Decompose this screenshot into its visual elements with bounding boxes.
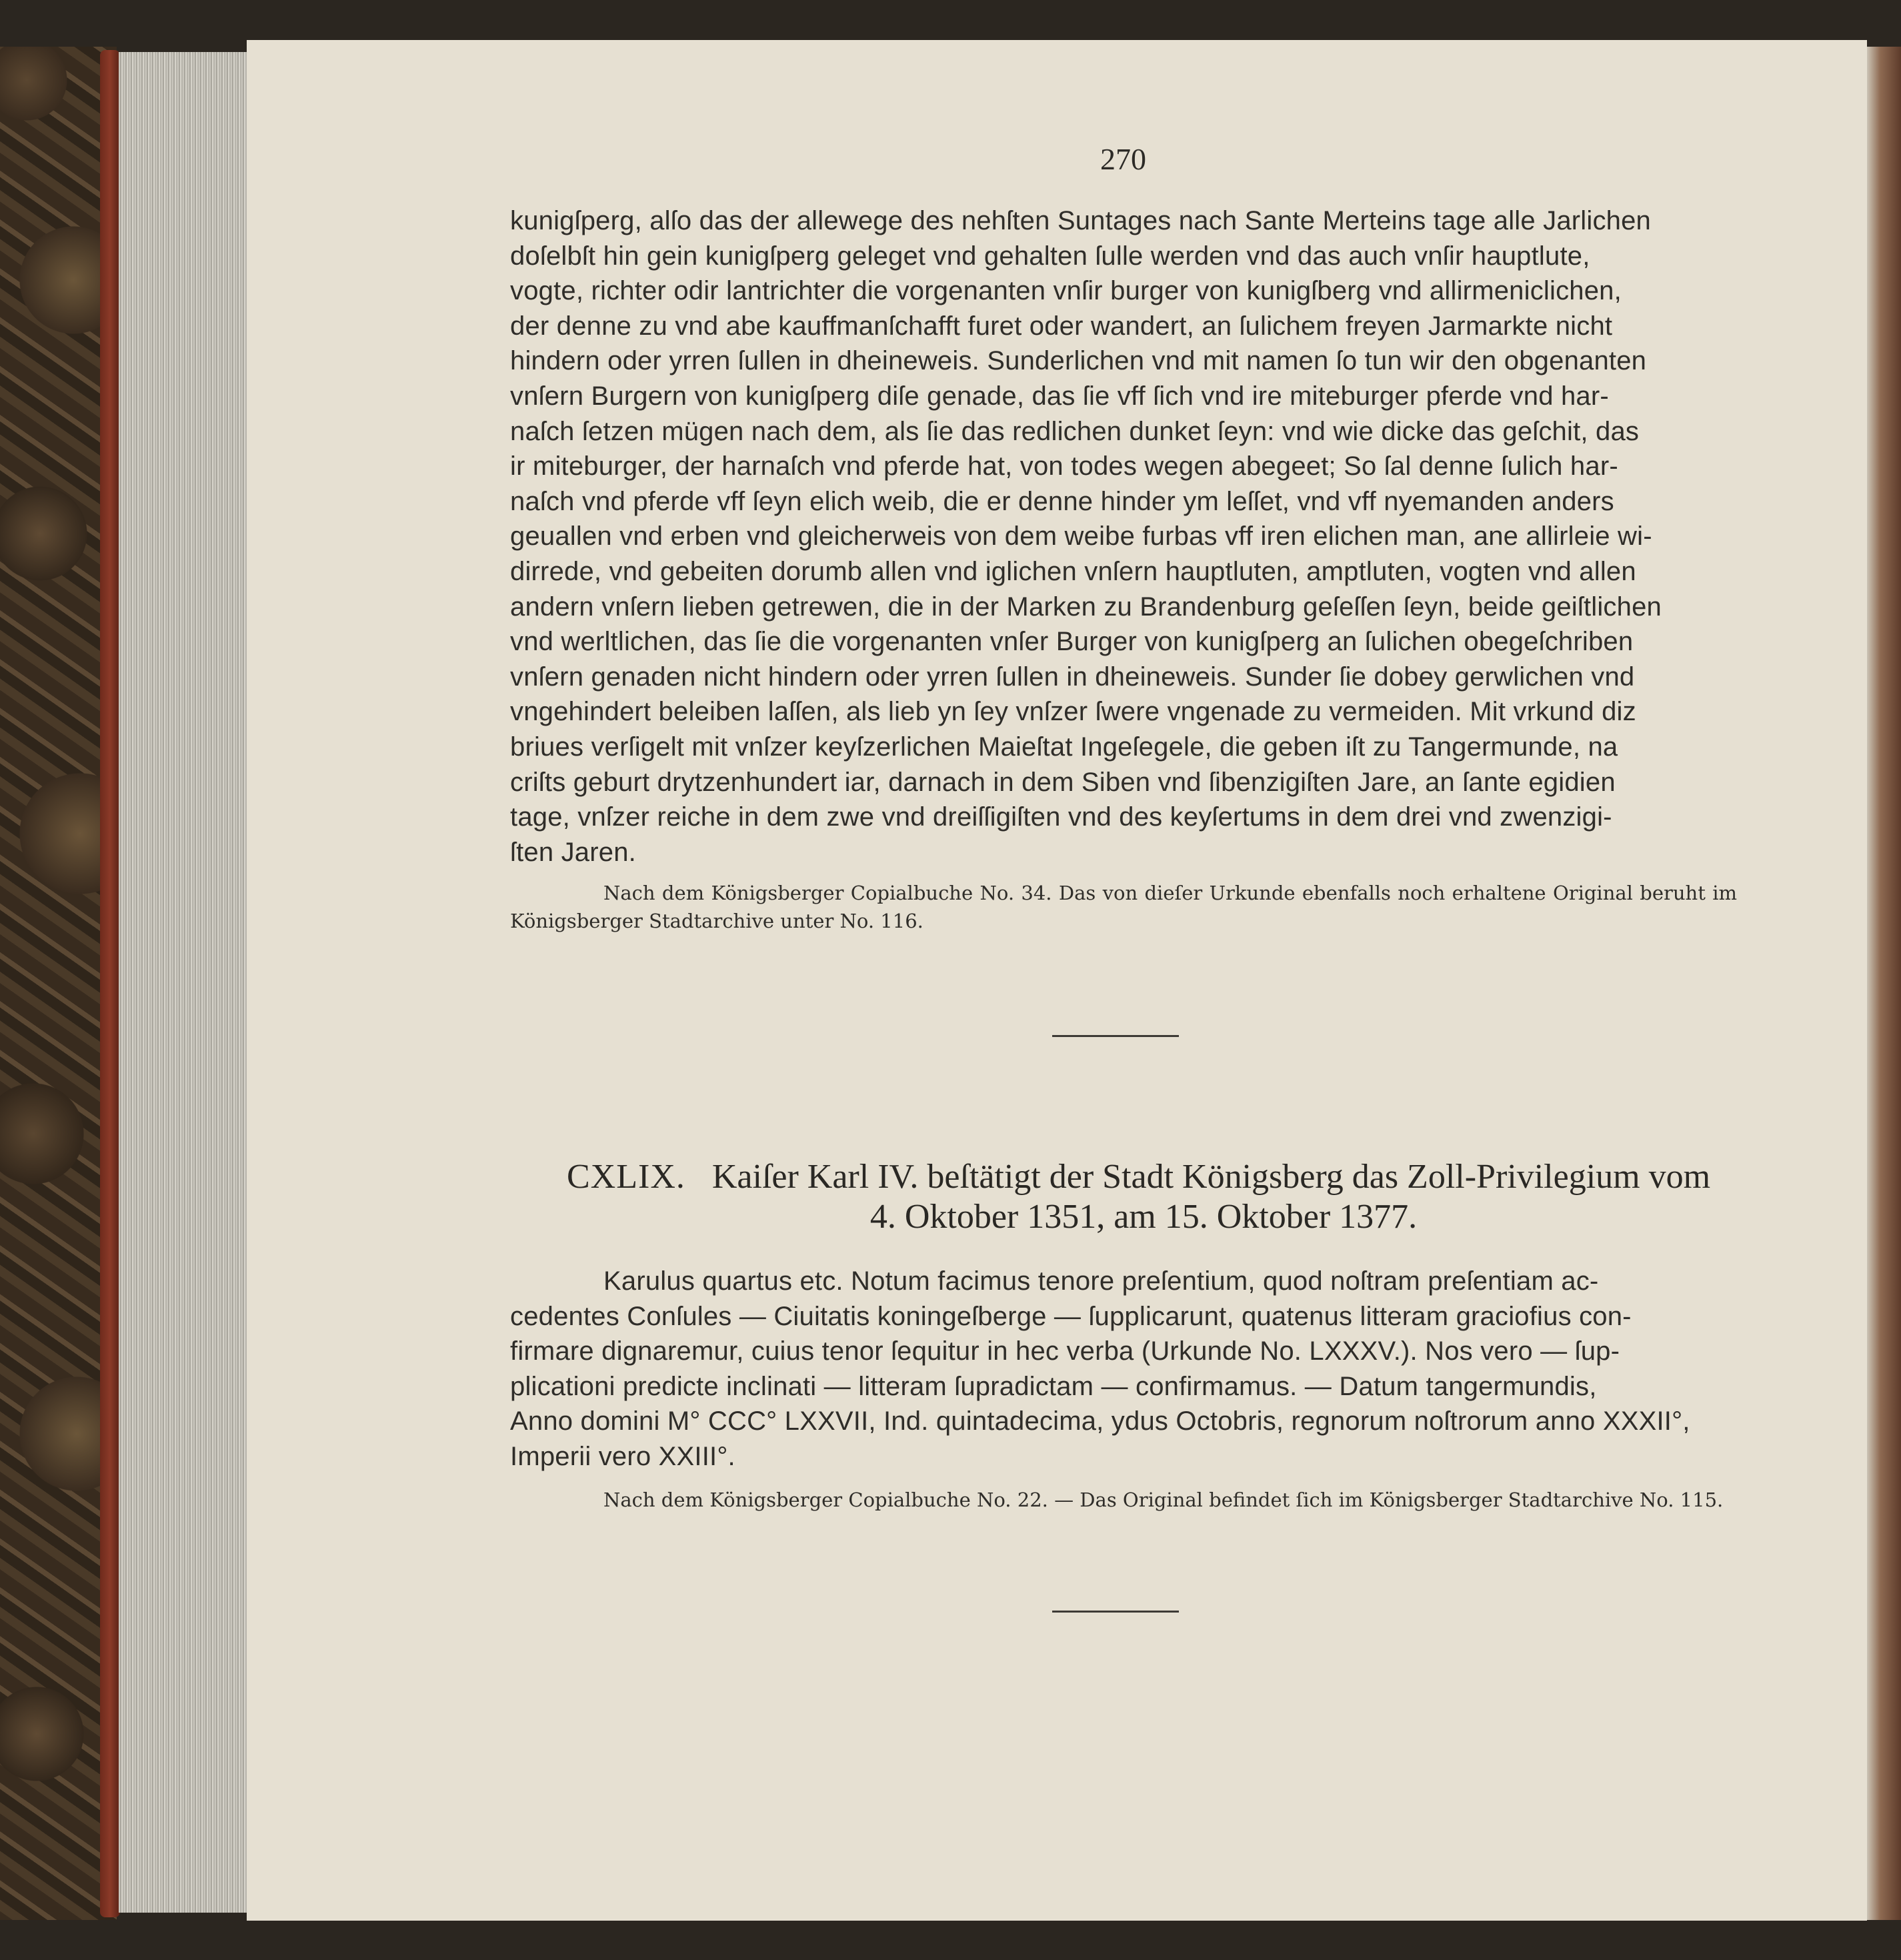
body-line: briues verſigelt mit vnſzer keyſzerlichen Maieſtat Ingeſegele, die geben iſt zu Tangermunde, na xyxy=(510,732,1618,762)
body-line: geuallen vnd erben vnd gleicherweis von dem weibe furbas vff iren elichen man, ane allirleie wi- xyxy=(510,522,1652,552)
facing-page-edge xyxy=(1866,47,1901,1927)
body-line: vngehindert beleiben laſſen, als lieb yn ſey vnſzer ſwere vngenade zu vermeiden. Mit vrkund diz xyxy=(510,697,1636,727)
background-bottom xyxy=(0,1920,1901,1960)
latin-charter-text xyxy=(510,1264,1737,1475)
body-line: kunigſperg, alſo das der allewege des nehſten Suntages nach Sante Merteins tage alle Jarlichen xyxy=(510,206,1652,235)
body-line: vnd werltlichen, das ſie die vorgenanten vnſer Burger von kunigſperg an ſulichen obegeſchriben xyxy=(510,627,1634,657)
latin-line: cedentes Conſules — Ciuitatis koningeſberge — ſupplicarunt, quatenus litteram graciofius con- xyxy=(510,1301,1632,1331)
source-note-2: Nach dem Königsberger Copialbuche No. 22. — Das Original befindet ſich im Königsberger Stadtarchive No. 115. xyxy=(603,1489,1724,1511)
body-line: vogte, richter odir lantrichter die vorgenanten vnſir burger von kunigſberg vnd allirmeniclichen, xyxy=(510,276,1622,306)
book-spine xyxy=(100,50,120,1917)
body-line: naſch ſetzen mügen nach dem, als ſie das redlichen dunket ſeyn: vnd wie dicke das geſchit, das xyxy=(510,416,1640,446)
section-divider-rule xyxy=(1052,1035,1179,1037)
body-line: andern vnſern lieben getrewen, die in der Marken zu Brandenburg geſeſſen ſeyn, beide geiſtlichen xyxy=(510,592,1662,622)
stacked-page-edges xyxy=(119,52,249,1913)
body-line: ſten Jaren. xyxy=(510,837,636,867)
body-line: hindern oder yrren ſullen in dheineweis. Sunderlichen vnd mit namen ſo tun wir den obgenanten xyxy=(510,346,1647,376)
body-line: tage, vnſzer reiche in dem zwe vnd dreiſſigiſten vnd des keyſertums in dem drei vnd zwenzigi- xyxy=(510,802,1612,832)
page-number: 270 xyxy=(1100,142,1146,176)
latin-line: Karulus quartus etc. Notum facimus tenore preſentium, quod noſtram preſentiam ac- xyxy=(603,1266,1599,1296)
section-title-line1: Kaiſer Karl IV. beſtätigt der Stadt Königsberg das Zoll-Privilegium vom xyxy=(711,1158,1711,1196)
section-title-line2: 4. Oktober 1351, am 15. Oktober 1377. xyxy=(869,1198,1418,1236)
body-line: naſch vnd pferde vff ſeyn elich weib, die er denne hinder ym leſſet, vnd vff nyemanden anders xyxy=(510,486,1614,516)
body-line: vnſern Burgern von kunigſperg diſe genade, das ſie vff ſich vnd ire miteburger pferde vnd har- xyxy=(510,381,1609,411)
latin-line: plicationi predicte inclinati — litteram ſupradictam — confirmamus. — Datum tangermundis, xyxy=(510,1371,1597,1401)
body-line: vnſern genaden nicht hindern oder yrren ſullen in dheineweis. Sunder ſie dobey gerwlichen vnd xyxy=(510,662,1635,692)
body-line: ir miteburger, der harnaſch vnd pferde hat, von todes wegen abegeet; So ſal denne ſulich har- xyxy=(510,451,1618,481)
section-number: CXLIX. xyxy=(567,1158,685,1196)
section-heading xyxy=(567,1157,1720,1237)
latin-line: Imperii vero XXIII°. xyxy=(510,1441,735,1471)
latin-line: firmare dignaremur, cuius tenor ſequitur in hec verba (Urkunde No. LXXXV.). Nos vero — ſup- xyxy=(510,1336,1620,1366)
book-cover-marbled-edge xyxy=(0,0,117,1960)
charter-body-text xyxy=(510,203,1737,870)
body-line: der denne zu vnd abe kauffmanſchafft furet oder wandert, an ſulichem freyen Jarmarkte nicht xyxy=(510,311,1613,341)
body-line: criſts geburt drytzenhundert iar, darnach in dem Siben vnd ſibenzigiſten Jare, an ſante egidien xyxy=(510,767,1616,797)
body-line: dirrede, vnd gebeiten dorumb allen vnd iglichen vnſern hauptluten, amptluten, vogten vnd allen xyxy=(510,556,1636,586)
source-note-1: Nach dem Königsberger Copialbuche No. 34. Das von dieſer Urkunde ebenfalls noch erhaltene Original beruht im Königsberger Stadtarchive unter No. 116. xyxy=(510,882,1737,932)
end-divider-rule xyxy=(1052,1611,1179,1613)
latin-line: Anno domini M° CCC° LXXVII, Ind. quintadecima, ydus Octobris, regnorum noſtrorum anno XXXII°, xyxy=(510,1406,1690,1436)
body-line: doſelbſt hin gein kunigſperg geleget vnd gehalten ſulle werden vnd das auch vnſir hauptlute, xyxy=(510,241,1590,271)
